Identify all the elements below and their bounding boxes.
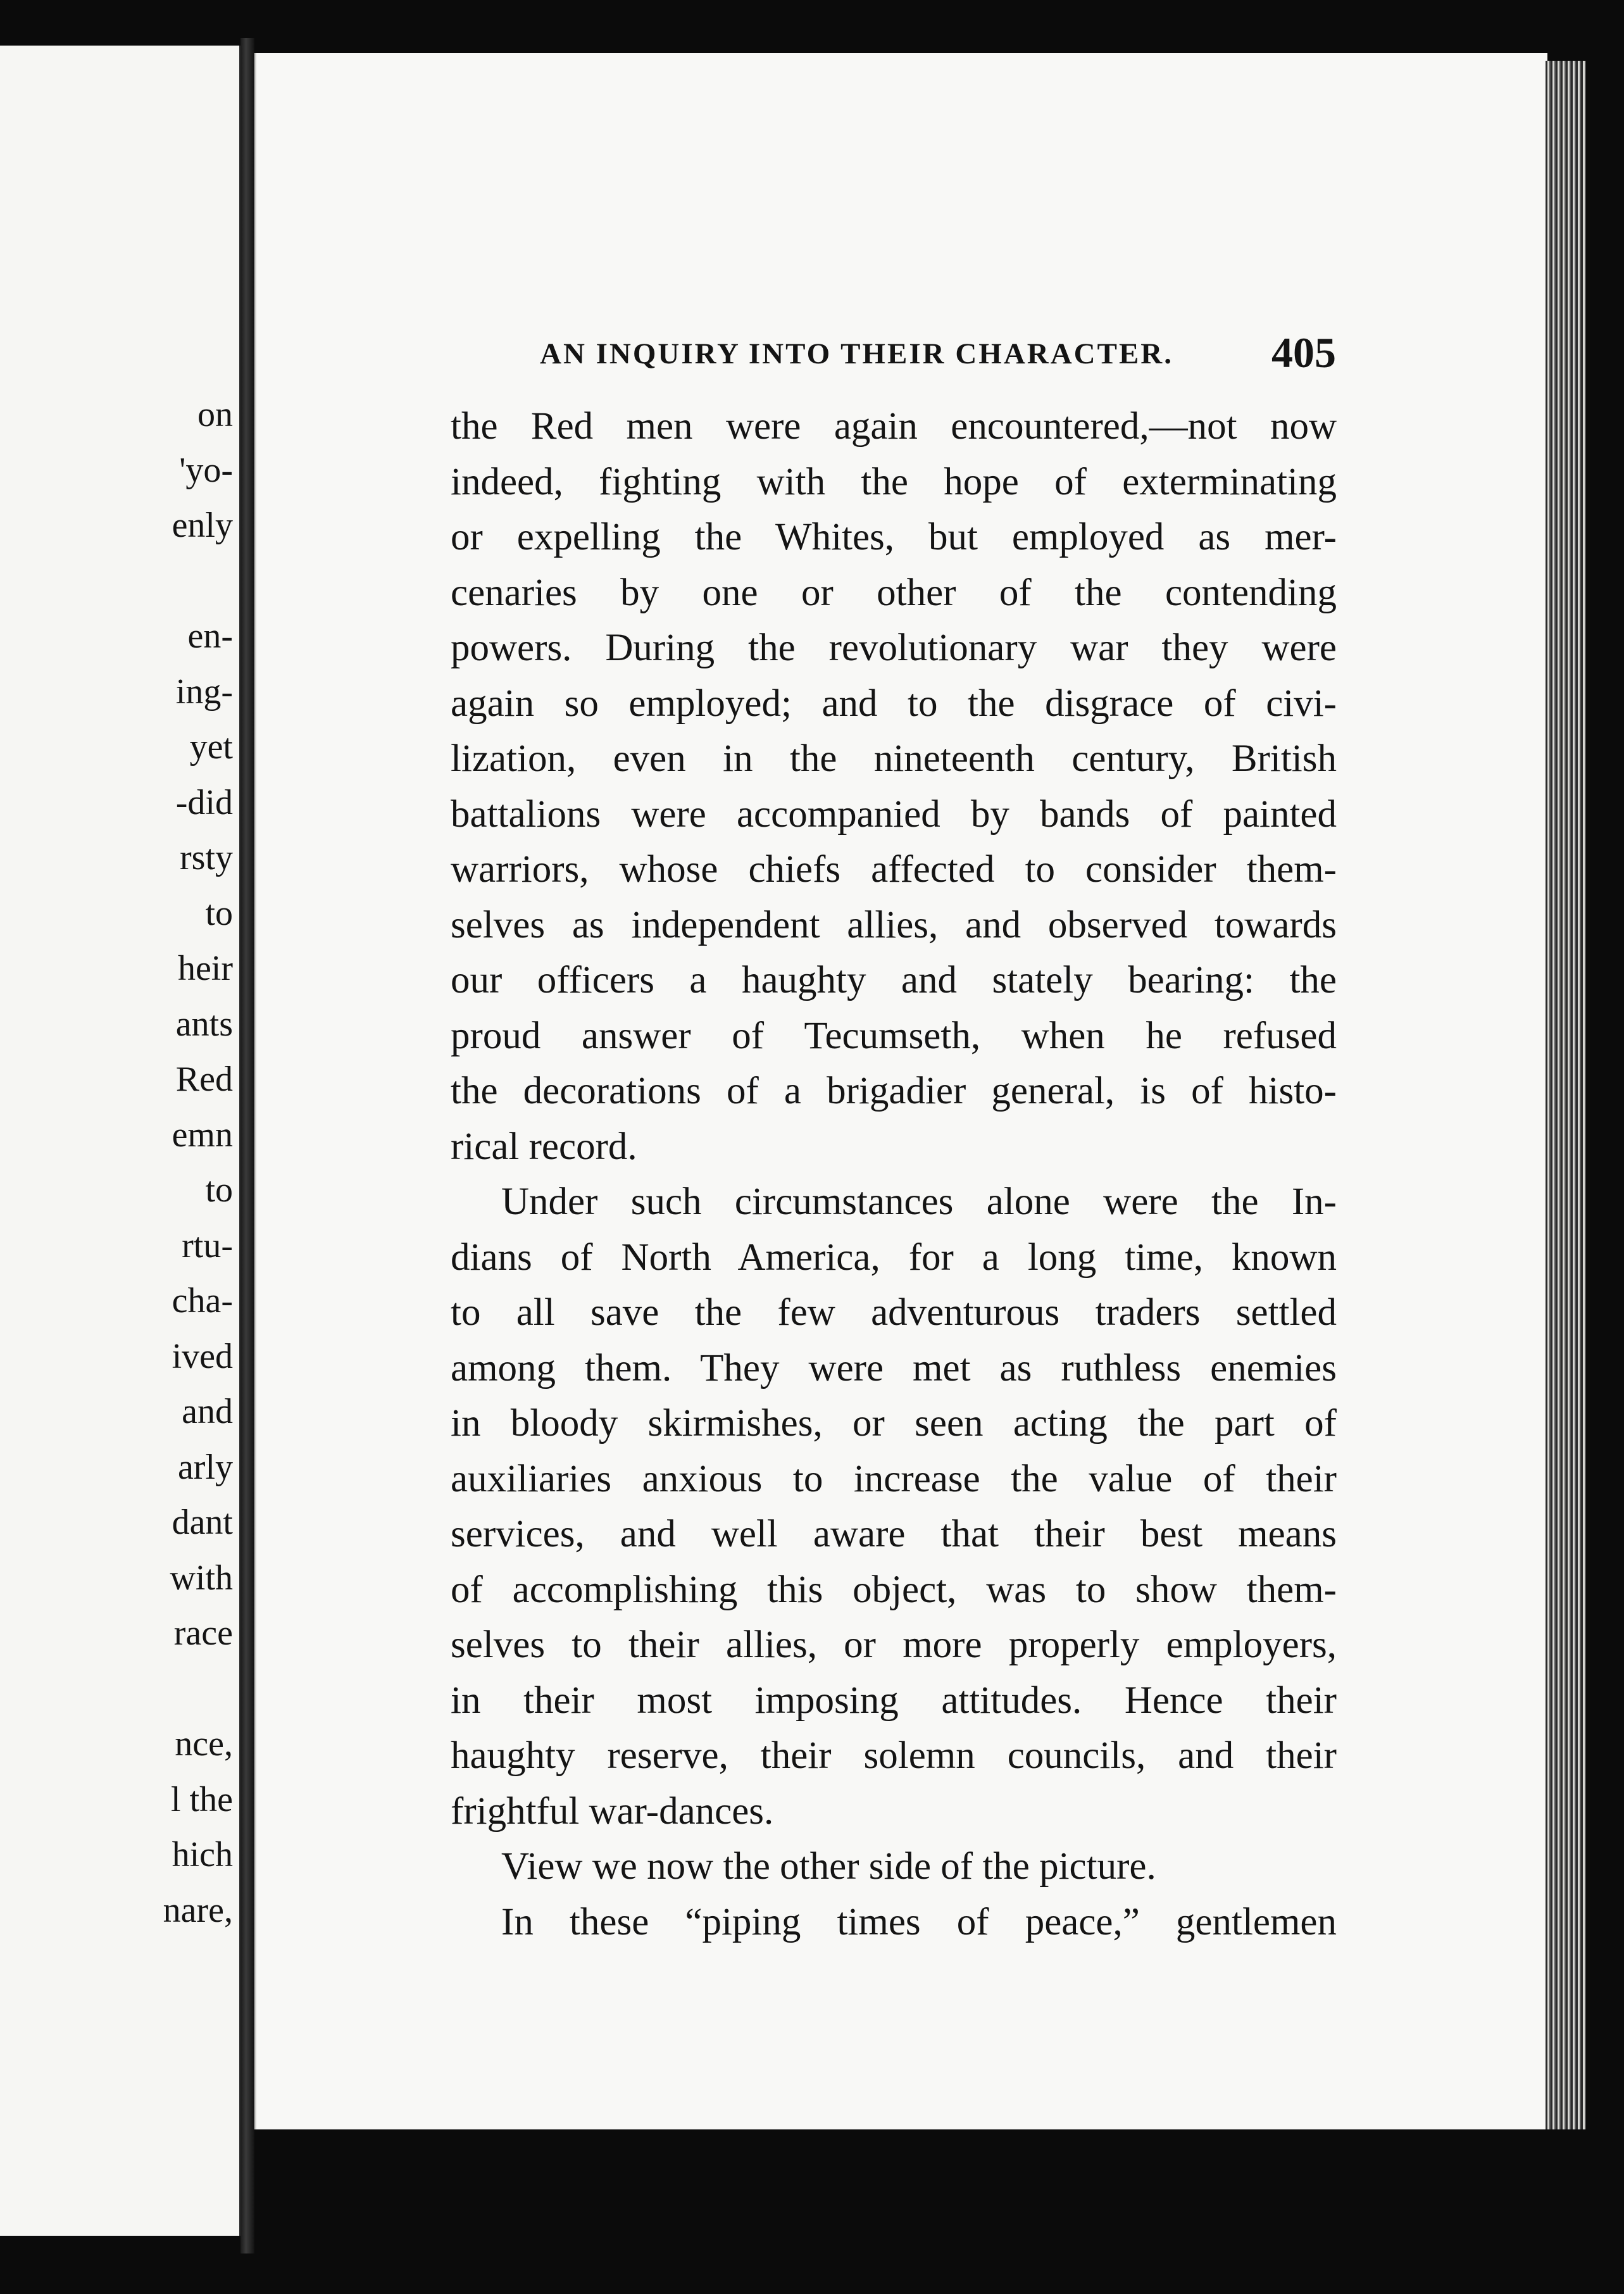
- facing-page-line: ived: [172, 1336, 233, 1376]
- text-line: battalions were accompanied by bands of painted: [451, 793, 1337, 836]
- facing-page-line: rsty: [180, 838, 233, 877]
- text-line: cenaries by one or other of the contending: [451, 571, 1337, 614]
- running-title: AN INQUIRY INTO THEIR CHARACTER.: [540, 337, 1173, 370]
- text-line: in bloody skirmishes, or seen acting the part of: [451, 1402, 1337, 1445]
- facing-page-line: on: [197, 395, 233, 434]
- facing-page-line: emn: [172, 1115, 233, 1155]
- text-line: lization, even in the nineteenth century, British: [451, 737, 1337, 780]
- text-line: indeed, fighting with the hope of exterminating: [451, 460, 1337, 503]
- facing-page-line: race: [173, 1614, 233, 1653]
- facing-page-line: nare,: [163, 1890, 233, 1930]
- text-line: Under such circumstances alone were the In-: [501, 1181, 1337, 1223]
- text-line: among them. They were met as ruthless enemies: [451, 1346, 1337, 1389]
- text-line: In these “piping times of peace,” gentlemen: [501, 1900, 1337, 1943]
- facing-page-line: 'yo-: [179, 450, 233, 490]
- running-head: [540, 328, 1336, 379]
- text-line: our officers a haughty and stately bearing: the: [451, 959, 1337, 1001]
- facing-page-line: arly: [177, 1447, 233, 1487]
- book-gutter: [240, 38, 254, 2253]
- facing-page-line: and: [182, 1392, 233, 1431]
- text-line: auxiliaries anxious to increase the value of their: [451, 1457, 1337, 1500]
- facing-page-line: with: [170, 1558, 233, 1598]
- facing-page-line: rtu-: [182, 1225, 233, 1265]
- facing-page-text: [163, 387, 233, 1938]
- text-line: the Red men were again encountered,—not now: [451, 405, 1337, 448]
- facing-page-line: dant: [172, 1503, 233, 1542]
- facing-page-line: to: [205, 1170, 233, 1210]
- text-line: again so employed; and to the disgrace of civi-: [451, 682, 1337, 725]
- text-line: View we now the other side of the picture.: [501, 1845, 1156, 1888]
- text-line: to all save the few adventurous traders settled: [451, 1291, 1337, 1334]
- text-line: proud answer of Tecumseth, when he refused: [451, 1014, 1337, 1057]
- facing-page-line: hich: [172, 1835, 233, 1874]
- text-line: services, and well aware that their best means: [451, 1513, 1337, 1555]
- text-line: rical record.: [451, 1125, 637, 1168]
- facing-page-line: enly: [172, 506, 233, 545]
- facing-page-left: [0, 46, 242, 2236]
- text-line: warriors, whose chiefs affected to consider them-: [451, 848, 1337, 891]
- page-number: 405: [1271, 329, 1336, 377]
- text-line: selves to their allies, or more properly employers,: [451, 1624, 1337, 1666]
- facing-page-line: to: [205, 893, 233, 933]
- facing-page-line: Red: [175, 1060, 233, 1099]
- text-line: frightful war-dances.: [451, 1789, 774, 1833]
- text-line: the decorations of a brigadier general, is of histo-: [451, 1070, 1337, 1112]
- facing-page-line: ing-: [175, 672, 233, 711]
- facing-page-line: yet: [189, 727, 233, 767]
- facing-page-line: -did: [175, 782, 233, 822]
- text-line: in their most imposing attitudes. Hence their: [451, 1679, 1337, 1722]
- facing-page-line: [163, 554, 233, 610]
- text-line: dians of North America, for a long time, known: [451, 1236, 1337, 1279]
- body-text: [451, 399, 1337, 1950]
- facing-page-line: cha-: [172, 1281, 233, 1320]
- facing-page-line: en-: [187, 617, 233, 656]
- facing-page-line: [163, 1662, 233, 1717]
- facing-page-line: ants: [175, 1004, 233, 1044]
- facing-page-line: nce,: [175, 1724, 233, 1764]
- text-line: haughty reserve, their solemn councils, and their: [451, 1734, 1337, 1777]
- text-line: or expelling the Whites, but employed as mer-: [451, 516, 1337, 558]
- text-line: selves as independent allies, and observed towards: [451, 903, 1337, 946]
- facing-page-line: heir: [177, 949, 233, 988]
- page-edges: [1546, 61, 1586, 2131]
- text-line: of accomplishing this object, was to show them-: [451, 1568, 1337, 1611]
- text-line: powers. During the revolutionary war they were: [451, 627, 1337, 669]
- scan-border-bottom: [254, 2129, 1596, 2294]
- facing-page-line: l the: [171, 1779, 233, 1819]
